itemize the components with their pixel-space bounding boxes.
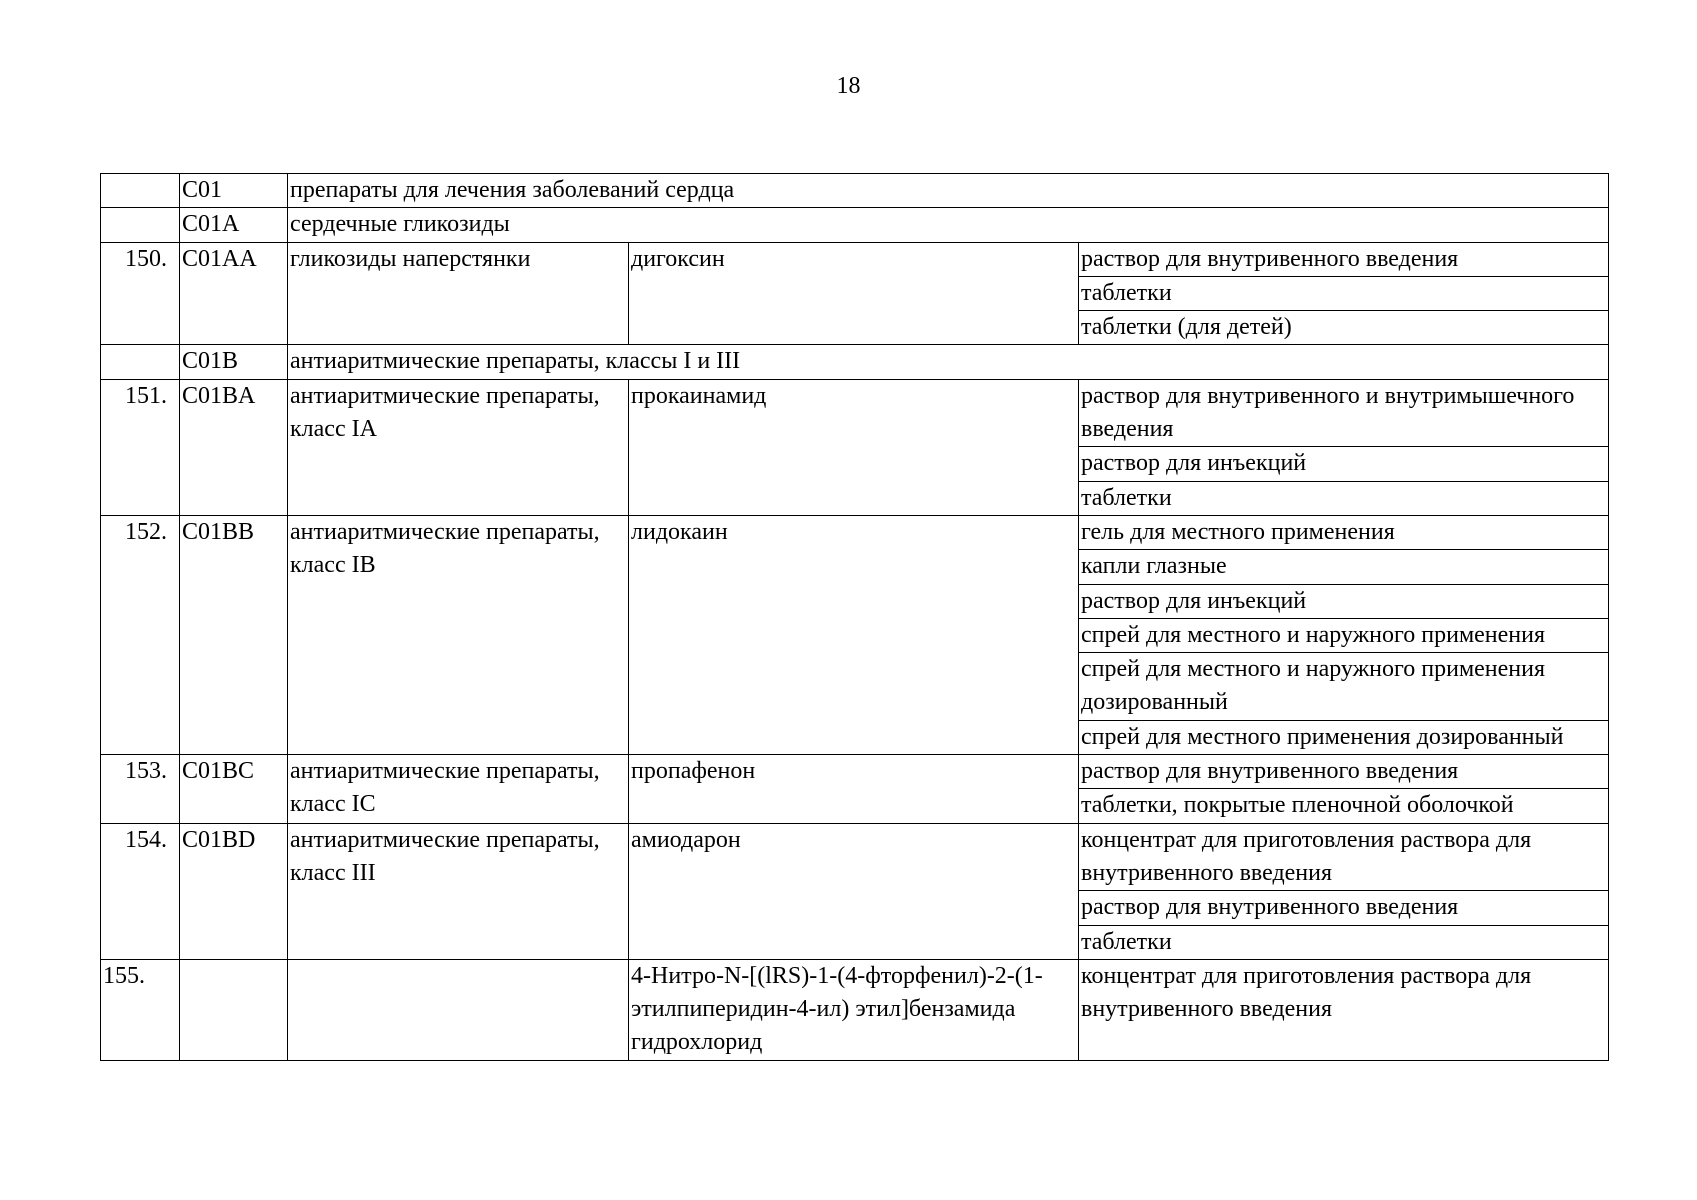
atc-code: C01BD (180, 823, 288, 959)
row-number: 150. (101, 242, 180, 345)
drug-name: амиодарон (629, 823, 1079, 959)
atc-code: C01BC (180, 755, 288, 824)
row-number (101, 208, 180, 242)
dosage-form: раствор для внутривенного введения (1081, 245, 1459, 272)
row-number (101, 345, 180, 379)
dosage-forms (1079, 823, 1609, 959)
pharmacological-group: антиаритмические препараты, класс III (288, 823, 629, 959)
dosage-form: концентрат для приготовления раствора для внутривенного введения (1081, 826, 1532, 886)
row-number: 155. (101, 959, 180, 1060)
dosage-form: гель для местного применения (1081, 518, 1395, 545)
drug-name: лидокаин (629, 515, 1079, 754)
row-number: 152. (101, 515, 180, 754)
dosage-forms (1079, 959, 1609, 1060)
dosage-form: спрей для местного и наружного применения (1079, 618, 1608, 652)
group-title: сердечные гликозиды (288, 208, 1609, 242)
dosage-form: раствор для внутривенного и внутримышечного введения (1081, 382, 1575, 443)
atc-code: C01AA (180, 242, 288, 345)
table-row (101, 959, 1609, 1060)
dosage-form: раствор для инъекций (1079, 446, 1608, 480)
drug-name: дигоксин (629, 242, 1079, 345)
row-number (101, 174, 180, 208)
dosage-form: концентрат для приготовления раствора для внутривенного введения (1081, 962, 1532, 1023)
pharmacological-group: антиаритмические препараты, класс IB (288, 515, 629, 754)
table-row (101, 208, 1609, 242)
dosage-form: таблетки (1079, 925, 1608, 959)
pharmacological-group: антиаритмические препараты, класс IA (288, 379, 629, 515)
drug-name: прокаинамид (629, 379, 1079, 515)
atc-code: C01B (180, 345, 288, 379)
row-number: 153. (101, 755, 180, 824)
table-row (101, 823, 1609, 959)
dosage-form: раствор для инъекций (1079, 584, 1608, 618)
drug-table (100, 173, 1609, 1061)
dosage-forms (1079, 515, 1609, 754)
dosage-forms (1079, 242, 1609, 345)
dosage-forms (1079, 379, 1609, 515)
row-number: 151. (101, 379, 180, 515)
dosage-form: таблетки, покрытые пленочной оболочкой (1079, 788, 1608, 822)
table-row (101, 345, 1609, 379)
dosage-form: таблетки (1079, 276, 1608, 310)
pharmacological-group: гликозиды наперстянки (288, 242, 629, 345)
page-number: 18 (836, 73, 861, 99)
dosage-form: капли глазные (1079, 549, 1608, 583)
group-title: антиаритмические препараты, классы I и III (288, 345, 1609, 379)
table-row (101, 379, 1609, 515)
drug-name: 4-Нитро-N-[(lRS)-1-(4-фторфенил)-2-(1-этилпиперидин-4-ил) этил]бензамида гидрохлорид (629, 959, 1079, 1060)
dosage-form: раствор для внутривенного введения (1081, 758, 1459, 785)
dosage-forms (1079, 755, 1609, 824)
group-title: препараты для лечения заболеваний сердца (288, 174, 1609, 208)
table-row (101, 515, 1609, 754)
dosage-form: таблетки (1079, 481, 1608, 515)
dosage-form: спрей для местного применения дозированный (1079, 720, 1608, 754)
dosage-form: спрей для местного и наружного применения дозированный (1079, 652, 1608, 720)
table-row (101, 174, 1609, 208)
atc-code: C01A (180, 208, 288, 242)
row-number: 154. (101, 823, 180, 959)
dosage-form: раствор для внутривенного введения (1079, 890, 1608, 924)
table-row (101, 242, 1609, 345)
drug-name: пропафенон (629, 755, 1079, 824)
table-row (101, 755, 1609, 824)
dosage-form: таблетки (для детей) (1079, 310, 1608, 344)
pharmacological-group (288, 959, 629, 1060)
atc-code: C01 (180, 174, 288, 208)
atc-code (180, 959, 288, 1060)
pharmacological-group: антиаритмические препараты, класс IC (288, 755, 629, 824)
atc-code: C01BA (180, 379, 288, 515)
atc-code: C01BB (180, 515, 288, 754)
